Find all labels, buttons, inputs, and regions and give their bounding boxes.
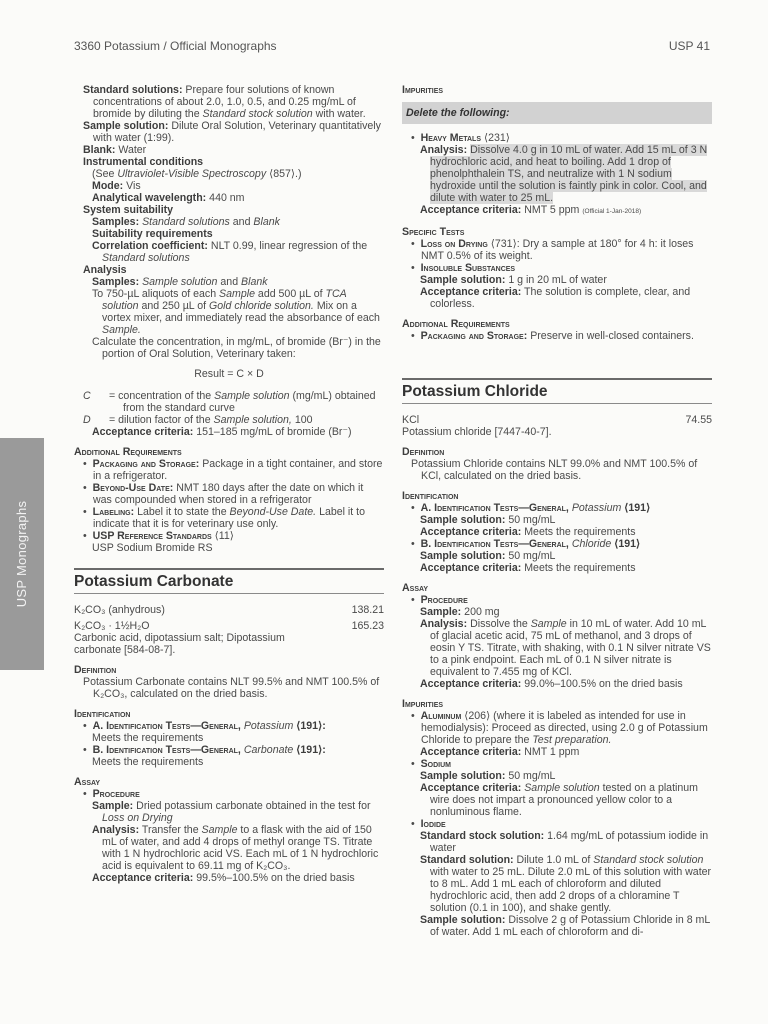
iodide-stock-solution: Standard stock solution: 1.64 mg/mL of potassium iodide in water	[420, 830, 709, 854]
usp-reference-standards-item: • USP Reference Standards ⟨11⟩	[74, 530, 384, 542]
delete-banner: Delete the following:	[402, 102, 712, 124]
identification-b-item: • B. Identification Tests—General, Carbonate ⟨191⟩:	[74, 744, 384, 756]
variable-d-definition: D = dilution factor of the Sample solution, 100	[83, 414, 313, 426]
right-column	[402, 84, 712, 938]
insoluble-sample-solution: Sample solution: 1 g in 20 mL of water	[420, 274, 607, 286]
mode-line: Mode: Vis	[92, 180, 141, 192]
procedure-heading: • Procedure	[74, 788, 384, 800]
analysis-procedure-paragraph: To 750-µL aliquots of each Sample add 500 µL of TCA solution and 250 µL of Gold chloride solution. Mix on a vortex mixer, and immediately read the absorbance of each Sample.	[92, 288, 380, 336]
instrumental-see-reference: (See Ultraviolet-Visible Spectroscopy ⟨857⟩.)	[92, 168, 302, 180]
sodium-item: • Sodium	[402, 758, 712, 770]
right-additional-requirements-heading: Additional Requirements	[402, 318, 510, 330]
formula-hydrate-row: K₂CO₃ · 1½H₂O 165.23	[74, 620, 384, 632]
insoluble-substances-item: • Insoluble Substances	[402, 262, 712, 274]
heavy-metals-item: • Heavy Metals ⟨231⟩	[402, 132, 712, 144]
calculation-paragraph: Calculate the concentration, in mg/mL, of bromide (Br⁻) in the portion of Oral Solution, Veterinary taken:	[92, 336, 381, 360]
identification-a-result: Meets the requirements	[92, 732, 204, 744]
blank-paragraph: Blank: Water	[83, 144, 147, 156]
potassium-chloride-title: Potassium Chloride	[402, 378, 712, 404]
kcl-procedure-heading: • Procedure	[402, 594, 712, 606]
kcl-assay-sample: Sample: 200 mg	[420, 606, 500, 618]
identification-b-result: Meets the requirements	[92, 756, 204, 768]
definition-text: Potassium Carbonate contains NLT 99.5% and NMT 100.5% of K₂CO₃, calculated on the dried basis.	[83, 676, 380, 700]
analysis-heading: Analysis	[83, 264, 127, 276]
kcl-id-a-sample: Sample solution: 50 mg/mL	[420, 514, 556, 526]
beyond-use-date-item: • Beyond-Use Date: NMT 180 days after the date on which it was compounded when stored in a refrigerator	[74, 482, 384, 506]
packaging-storage-item: • Packaging and Storage: Package in a tight container, and store in a refrigerator.	[74, 458, 384, 482]
kcl-id-b-sample: Sample solution: 50 mg/mL	[420, 550, 556, 562]
aluminum-item: • Aluminum ⟨206⟩ (where it is labeled as intended for use in hemodialysis): Proceed as directed, using 2.0 g of Potassium Chloride to prepare the Test preparation.	[402, 710, 712, 746]
formula-anhydrous-row: K₂CO₃ (anhydrous) 138.21	[74, 604, 384, 616]
identification-a-item: • A. Identification Tests—General, Potassium ⟨191⟩:	[74, 720, 384, 732]
chemical-names: Carbonic acid, dipotassium salt; Dipotassium carbonate [584-08-7].	[74, 632, 285, 656]
kcl-identification-heading: Identification	[402, 490, 459, 502]
kcl-formula-row: KCl 74.55	[402, 414, 712, 426]
labeling-item: • Labeling: Label it to state the Beyond-Use Date. Label it to indicate that it is for veterinary use only.	[74, 506, 384, 530]
running-header-right: USP 41	[668, 39, 710, 53]
sodium-acceptance: Acceptance criteria: Sample solution tested on a platinum wire does not impart a pronounced yellow color to a nonluminous flame.	[420, 782, 698, 818]
left-column	[74, 84, 384, 884]
heavy-metals-analysis: Analysis: Dissolve 4.0 g in 10 mL of water. Add 15 mL of 3 N hydrochloric acid, and heat to boiling. Add 1 drop of phenolphthalein TS, and neutralize with 1 N sodium hydroxide until the solution is faintly pink in color. Cool, and dilute with water to 25 mL.	[420, 144, 708, 204]
correlation-coefficient-line: Correlation coefficient: NLT 0.99, linear regression of the Standard solutions	[92, 240, 368, 264]
additional-requirements-heading: Additional Requirements	[74, 446, 182, 458]
result-formula: Result = C × D	[194, 368, 264, 380]
identification-heading: Identification	[74, 708, 131, 720]
assay-heading: Assay	[74, 776, 101, 788]
specific-tests-heading: Specific Tests	[402, 226, 465, 238]
definition-heading: Definition	[74, 664, 117, 676]
sample-solution-paragraph: Sample solution: Dilute Oral Solution, Veterinary quantitatively with water (1:99).	[83, 120, 381, 144]
standard-solutions-paragraph: Standard solutions: Prepare four solutions of known concentrations of about 2.0, 1.0, 0.5, and 0.25 mg/mL of bromide by diluting the Standard stock solution with water.	[83, 84, 366, 120]
acceptance-criteria-line: Acceptance criteria: 151–185 mg/mL of bromide (Br⁻)	[92, 426, 352, 438]
kcl-assay-acceptance: Acceptance criteria: 99.0%–100.5% on the dried basis	[420, 678, 683, 690]
running-header	[74, 40, 710, 52]
suitability-samples-line: Samples: Standard solutions and Blank	[92, 216, 280, 228]
section-side-tab	[0, 438, 44, 670]
official-date-note: (Official 1-Jan-2018)	[582, 208, 642, 215]
kcl-id-b-acceptance: Acceptance criteria: Meets the requirements	[420, 562, 636, 574]
heavy-metals-acceptance: Acceptance criteria: NMT 5 ppm (Official 1-Jan-2018)	[420, 204, 642, 216]
running-header-left: 3360 Potassium / Official Monographs	[74, 39, 277, 53]
assay-sample-line: Sample: Dried potassium carbonate obtained in the test for Loss on Drying	[92, 800, 371, 824]
kcl-identification-b-item: • B. Identification Tests—General, Chloride ⟨191⟩	[402, 538, 712, 550]
suitability-requirements-heading: Suitability requirements	[92, 228, 213, 240]
aluminum-acceptance: Acceptance criteria: NMT 1 ppm	[420, 746, 580, 758]
system-suitability-heading: System suitability	[83, 204, 174, 216]
iodide-sample-solution: Sample solution: Dissolve 2 g of Potassium Chloride in 8 mL of water. Add 1 mL each of chloroform and di-	[420, 914, 710, 938]
impurities-heading: Impurities	[402, 84, 444, 96]
kcl-definition-text: Potassium Chloride contains NLT 99.0% and NMT 100.5% of KCl, calculated on the dried basis.	[411, 458, 698, 482]
variable-c-definition: C = concentration of the Sample solution (mg/mL) obtained from the standard curve	[83, 390, 376, 414]
potassium-carbonate-title: Potassium Carbonate	[74, 568, 384, 594]
side-tab-label: USP Monographs	[14, 500, 29, 608]
iodide-standard-solution: Standard solution: Dilute 1.0 mL of Standard stock solution with water to 25 mL. Dilute 2.0 mL of this solution with water to 8 mL. Add 1 mL each of chloroform and diluted hydrochloric acid, then add 2 drops of a chloramine T solution (0.1 in 100), and shake gently.	[420, 854, 712, 914]
assay-acceptance-criteria: Acceptance criteria: 99.5%–100.5% on the dried basis	[92, 872, 355, 884]
insoluble-acceptance: Acceptance criteria: The solution is complete, clear, and colorless.	[420, 286, 691, 310]
kcl-id-a-acceptance: Acceptance criteria: Meets the requirements	[420, 526, 636, 538]
usp-reference-standard-name: USP Sodium Bromide RS	[92, 542, 213, 554]
kcl-assay-heading: Assay	[402, 582, 429, 594]
kcl-identification-a-item: • A. Identification Tests—General, Potassium ⟨191⟩	[402, 502, 712, 514]
iodide-item: • Iodide	[402, 818, 712, 830]
kcl-definition-heading: Definition	[402, 446, 445, 458]
kcl-assay-analysis: Analysis: Dissolve the Sample in 10 mL of water. Add 10 mL of glacial acetic acid, 75 mL of methanol, and 3 drops of eosin Y TS. Titrate, with shaking, with 0.1 N silver nitrate VS to a pink endpoint. Each mL of 0.1 N silver nitrate is equivalent to 7.455 mg of KCl.	[420, 618, 711, 678]
analysis-samples-line: Samples: Sample solution and Blank	[92, 276, 268, 288]
loss-on-drying-item: • Loss on Drying ⟨731⟩: Dry a sample at 180° for 4 h: it loses NMT 0.5% of its weight.	[402, 238, 712, 262]
kcl-chemical-name: Potassium chloride [7447-40-7].	[402, 426, 552, 438]
kcl-impurities-heading: Impurities	[402, 698, 444, 710]
assay-analysis-paragraph: Analysis: Transfer the Sample to a flask with the aid of 150 mL of water, and add 4 drops of methyl orange TS. Titrate with 1 N hydrochloric acid VS. Each mL of 1 N hydrochloric acid is equivalent to 69.11 mg of K₂CO₃.	[92, 824, 379, 872]
sodium-sample-solution: Sample solution: 50 mg/mL	[420, 770, 556, 782]
instrumental-conditions-heading: Instrumental conditions	[83, 156, 204, 168]
right-packaging-storage-item: • Packaging and Storage: Preserve in well-closed containers.	[402, 330, 712, 342]
wavelength-line: Analytical wavelength: 440 nm	[92, 192, 245, 204]
